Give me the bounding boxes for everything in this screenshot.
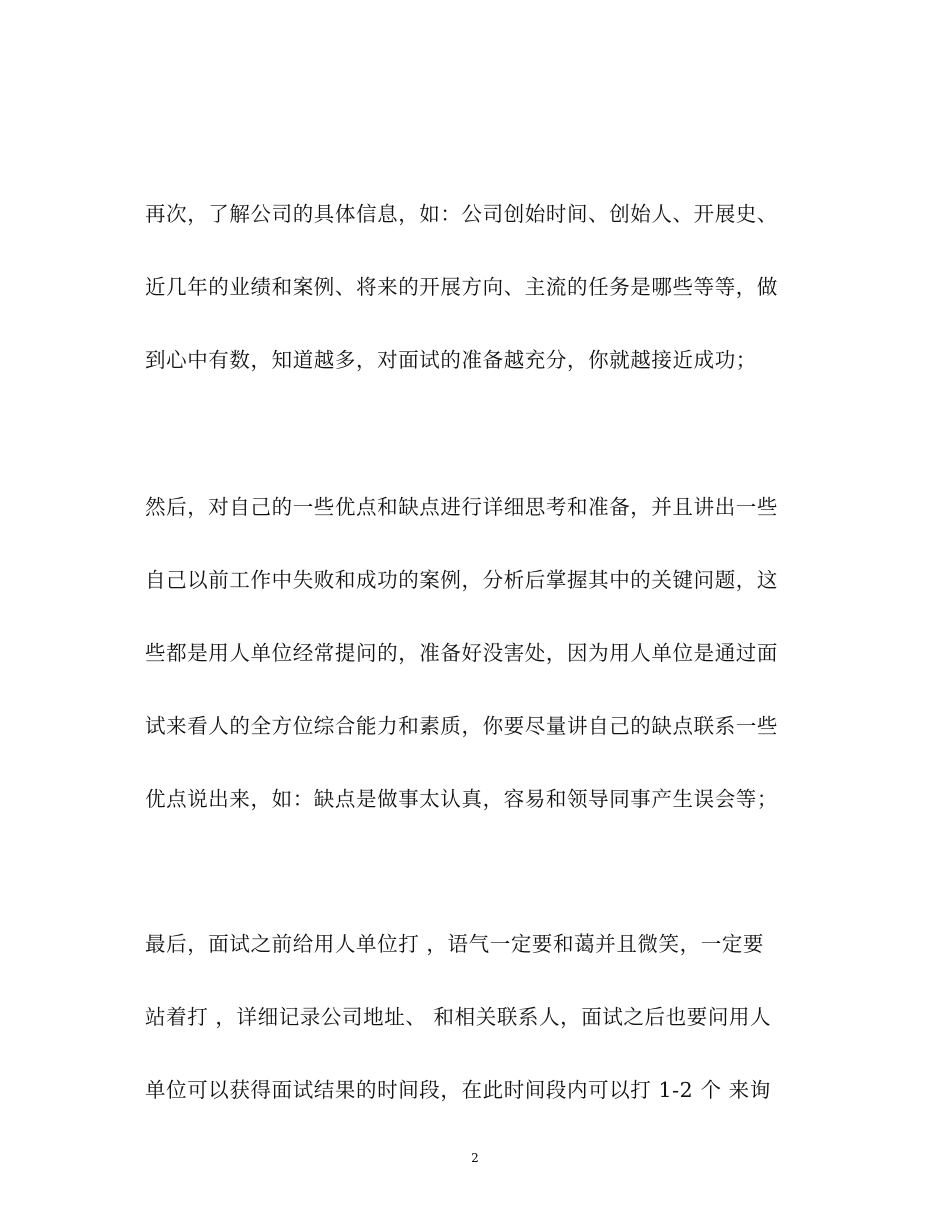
text-line: 些都是用人单位经常提问的，准备好没害处，因为用人单位是通过面 <box>145 641 778 665</box>
page-number: 2 <box>471 1151 479 1165</box>
text-line: 优点说出来，如：缺点是做事太认真，容易和领导同事产生误会等； <box>145 787 778 811</box>
text-line: 自己以前工作中失败和成功的案例，分析后掌握其中的关键问题，这 <box>145 568 778 592</box>
text-line: 到心中有数，知道越多，对面试的准备越充分，你就越接近成功； <box>145 348 757 372</box>
text-line: 试来看人的全方位综合能力和素质，你要尽量讲自己的缺点联系一些 <box>145 714 778 738</box>
text-line: 最后，面试之前给用人单位打 ，语气一定要和蔼并且微笑，一定要 <box>145 932 765 956</box>
text-line: 近几年的业绩和案例、将来的开展方向、主流的任务是哪些等等，做 <box>145 275 778 299</box>
text-line: 然后，对自己的一些优点和缺点进行详细思考和准备，并且讲出一些 <box>145 495 778 519</box>
text-line: 站着打 ，详细记录公司地址、 和相关联系人，面试之后也要问用人 <box>145 1005 772 1029</box>
text-line: 再次，了解公司的具体信息，如：公司创始时间、创始人、开展史、 <box>145 202 778 226</box>
text-line: 单位可以获得面试结果的时间段，在此时间段内可以打 1-2 个 来询 <box>145 1078 771 1102</box>
